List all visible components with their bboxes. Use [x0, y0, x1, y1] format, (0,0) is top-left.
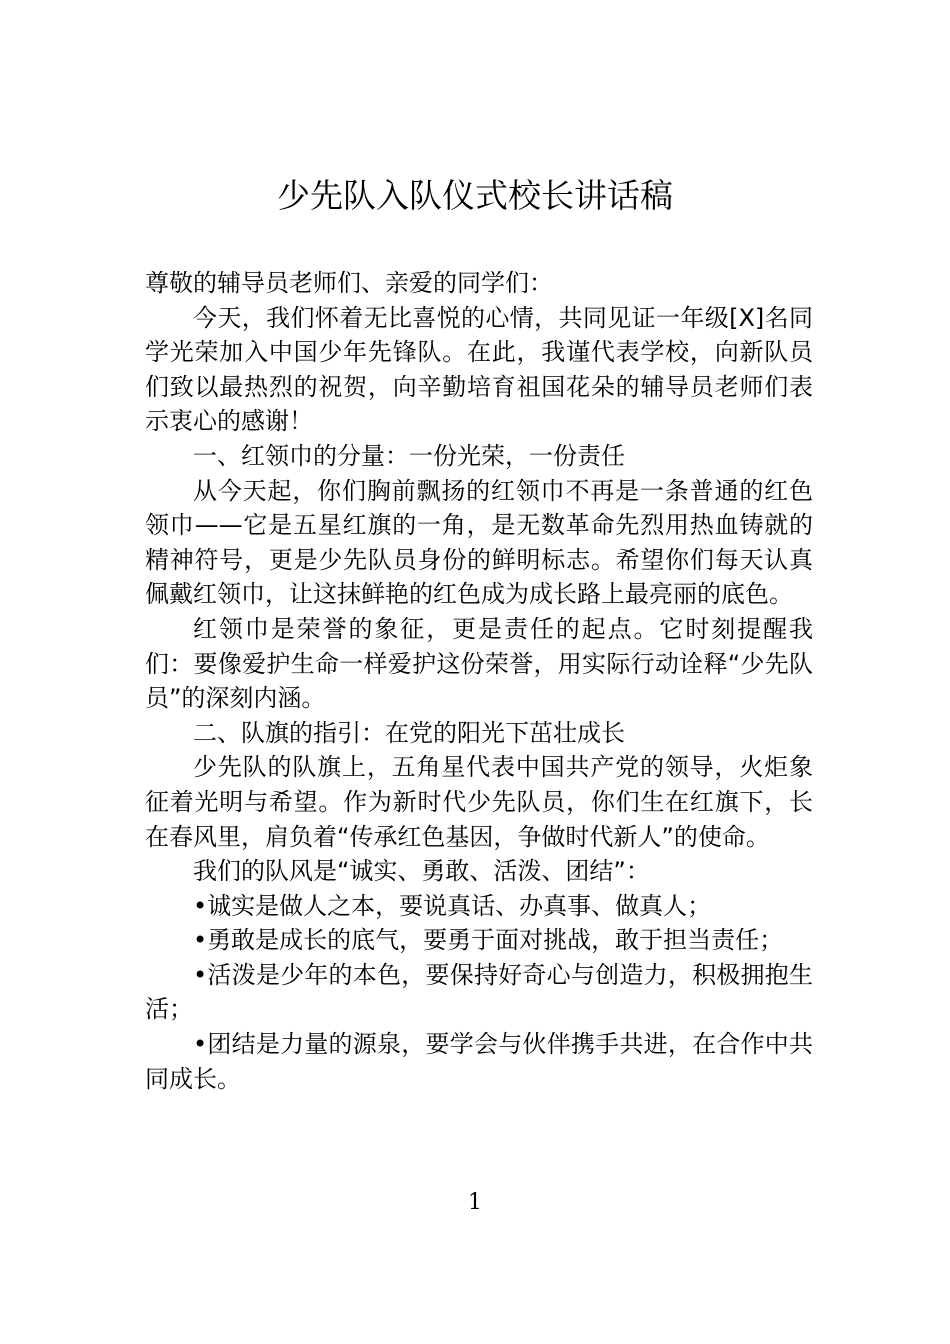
list-item: •团结是力量的源泉，要学会与伙伴携手共进，在合作中共同成长。 — [145, 1030, 813, 1093]
paragraph-opening: 今天，我们怀着无比喜悦的心情，共同见证一年级[X]名同学光荣加入中国少年先锋队。在此，我谨代表学校，向新队员们致以最热烈的祝贺，向辛勤培育祖国花朵的辅导员老师们表示衷心的感谢！ — [145, 303, 813, 436]
salutation: 尊敬的辅导员老师们、亲爱的同学们： — [145, 269, 553, 297]
section-heading-1: 一、红领巾的分量：一份光荣，一份责任 — [193, 441, 625, 470]
paragraph: 红领巾是荣誉的象征，更是责任的起点。它时刻提醒我们：要像爱护生命一样爱护这份荣誉，用实际行动诠释“少先队员”的深刻内涵。 — [145, 614, 813, 713]
paragraph: 少先队的队旗上，五角星代表中国共产党的领导，火炬象征着光明与希望。作为新时代少先队员，你们生在红旗下，长在春风里，肩负着“传承红色基因，争做时代新人”的使命。 — [145, 753, 813, 851]
section-heading-2: 二、队旗的指引：在党的阳光下茁壮成长 — [193, 718, 625, 747]
list-item: •诚实是做人之本，要说真话、办真事、做真人； — [193, 891, 712, 920]
page-title: 少先队入队仪式校长讲话稿 — [277, 176, 673, 215]
paragraph: 我们的队风是“诚实、勇敢、活泼、团结”： — [193, 857, 650, 886]
paragraph: 从今天起，你们胸前飘扬的红领巾不再是一条普通的红色领巾——它是五星红旗的一角，是无数革命先烈用热血铸就的精神符号，更是少先队员身份的鲜明标志。希望你们每天认真佩戴红领巾，让这抹鲜艳的红色成为成长路上最亮丽的底色。 — [145, 476, 813, 609]
document-body — [145, 266, 813, 1096]
list-item: •活泼是少年的本色，要保持好奇心与创造力，积极拥抱生活； — [145, 960, 813, 1024]
page-number: 1 — [468, 1190, 482, 1215]
list-item: •勇敢是成长的底气，要勇于面对挑战，敢于担当责任； — [193, 926, 784, 955]
